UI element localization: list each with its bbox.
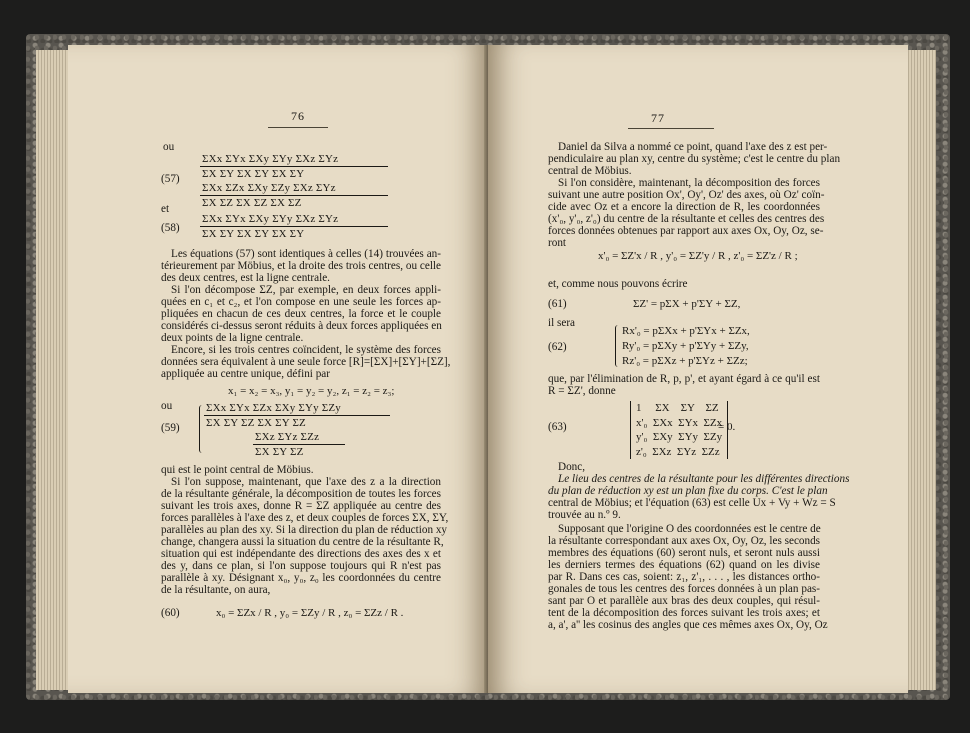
eq59-brace [199,405,204,453]
eq57-label: (57) [161,173,180,185]
eq62-line-1: Rx'₀ = pΣXx + p'ΣYx + ΣZx, [622,325,750,337]
eq59-row2-num: ΣXz ΣYz ΣZz [255,431,320,443]
paragraph-r3: et, comme nous pouvons écrire [548,278,688,290]
eq59-row1-den: ΣX ΣY ΣZ ΣX ΣY ΣZ [206,417,306,429]
page-number-left: 76 [291,109,305,123]
page-edges-left [36,50,70,690]
ou-label: ou [163,141,175,153]
eq62-label: (62) [548,341,567,353]
header-rule-right [628,128,714,129]
eq62-brace [615,325,620,367]
eq57-row1-den: ΣX ΣY ΣX ΣY ΣX ΣY [202,168,305,180]
eq60-formula: x₀ = ΣZx / R , y₀ = ΣZy / R , z₀ = ΣZz / R . [216,607,404,619]
eq61-formula: ΣZ' = pΣX + p'ΣY + ΣZ, [633,298,741,310]
donc-label: Donc, [558,461,586,473]
eq63-rhs: = 0. [718,421,736,433]
eq60-label: (60) [161,607,180,619]
eq57-row2-num: ΣXx ΣZx ΣXy ΣZy ΣXz ΣYz [202,182,336,194]
eq59-row1-num: ΣXx ΣYx ΣZx ΣXy ΣYy ΣZy [206,402,341,414]
eq59-row2-den: ΣX ΣY ΣZ [255,446,304,458]
eq62-line-3: Rz'₀ = pΣXz + p'ΣYz + ΣZz; [622,355,748,367]
et-label: et [161,203,170,215]
paragraph-4: qui est le point central de Möbius. [161,464,314,476]
eq63-determinant: 1 ΣX ΣY ΣZ x'₀ ΣXx ΣYx ΣZx y'₀ ΣXy ΣYy ΣZy z'₀ ΣXz ΣYz ΣZz [630,401,728,459]
il-sera: il sera [548,317,576,329]
prime-coords-equation: x'₀ = ΣZ'x / R , y'₀ = ΣZ'y / R , z'₀ = ΣZ'z / R ; [598,250,798,262]
eq58-num: ΣXx ΣYx ΣXy ΣYy ΣXz ΣYz [202,213,339,225]
eq58-label: (58) [161,222,180,234]
ou-label-2: ou [161,400,173,412]
eq63-label: (63) [548,421,567,433]
eq62-line-2: Ry'₀ = pΣXy + p'ΣYy + ΣZy, [622,340,749,352]
eq59-label: (59) [161,422,180,434]
right-page: 77 Daniel da Silva a nommé ce point, quand l'axe des z est per- pendiculaire au plan xy, centre du système; c'est le centre du plan central de Möbius. Si l'on considère, maintenant, la décomposition des forces suivant une autre position Ox', Oy', Oz' des axes, où Oz' coïn- cide avec Oz et a encore la direction de R, les coordonnées (x'₀, y'₀, z'₀) du centre de la résultante et celles des centres des forces données obtenues par rapport aux axes Ox, Oy, Oz, se- ront x'₀ = ΣZ'x / R , y'₀ = ΣZ'y / R , z'₀ = ΣZ'z / R ; et, comme nous pouvons écrire (61) ΣZ' = pΣX + p'ΣY + ΣZ, il sera (62) Rx'₀ = pΣXx + p'ΣYx + ΣZx, Ry'₀ = pΣXy + p'ΣYy + ΣZy, Rz'₀ = pΣXz + p'ΣYz + ΣZz; que, par l'élimination de R, p, p', et ayant égard à ce qu'il est R = ΣZ', donne (63) 1 ΣX ΣY ΣZ x'₀ ΣXx ΣYx ΣZx y'₀ ΣXy ΣYy ΣZy z'₀ ΣXz ΣYz ΣZz = 0. Donc, Le lieu des centres de la résultante pour les différentes directions du plan de réduction xy est un plan fixe du corps. C'est le plan central de Möbius; et l'équation (63) est celle Ux + Vy + Wz = S trouvée au n.º 9. Supposant que l'origine O des coordonnées est le centre de la résultante correspondant aux axes Ox, Oy, Oz, les seconds membres des équations (60) seront nuls, et seront nuls aussi les derniers termes des équations (62) quand on les divise par R. Dans ces cas, soient: z₁, z'₁, . . . , les distances ortho- gonales de tous les centres des forces données à un plan pas- sant par O et parallèle aux bras des deux couples, qui résul- tent de la décomposition des forces suivant les trois axes; et a, a', a'' les cosinus des angles que ces mêmes axes Ox, Oy, Oz [488,45,908,693]
eq57-row1-num: ΣXx ΣYx ΣXy ΣYy ΣXz ΣYz [202,153,339,165]
coords-equation: x₁ = x₂ = x₃, y₁ = y₂ = y₂, z₁ = z₂ = z₃; [228,385,395,397]
eq58-den: ΣX ΣY ΣX ΣY ΣX ΣY [202,228,305,240]
eq57-row2-den: ΣX ΣZ ΣX ΣZ ΣX ΣZ [202,197,302,209]
left-page: 76 ou (57) ΣXx ΣYx ΣXy ΣYy ΣXz ΣYz ΣX ΣY ΣX ΣY ΣX ΣY ΣXx ΣZx ΣXy ΣZy ΣXz ΣYz ΣX ΣZ ΣX ΣZ ΣX ΣZ et (58) ΣXx ΣYx ΣXy ΣYy ΣXz ΣYz ΣX ΣY ΣX ΣY ΣX ΣY Les équations (57) sont identiques à celles (14) trouvées an- térieurement par Möbius, et la droite des trois centres, ou celle des deux centres, est la ligne centrale. Si l'on décompose ΣZ, par exemple, en deux forces appli- quées en c₁ et c₂, et l'on compose en une seule les forces ap- pliquées en chacun de ces deux centres, la force et le couple considérés ci-dessus seront réduits à deux forces appliquées en deux points de la ligne centrale. Encore, si les trois centres coïncident, le système des forces données sera équivalent à une seule force [R]=[ΣX]+[ΣY]+[ΣZ], appliquée au centre unique, défini par x₁ = x₂ = x₃, y₁ = y₂ = y₂, z₁ = z₂ = z₃; ou (59) ΣXx ΣYx ΣZx ΣXy ΣYy ΣZy ΣX ΣY ΣZ ΣX ΣY ΣZ ΣXz ΣYz ΣZz ΣX ΣY ΣZ qui est le point central de Möbius. Si l'on suppose, maintenant, que l'axe des z a la direction de la résultante générale, la décomposition de toutes les forces suivant les trois axes, donne R = ΣZ appliquée au centre des forces parallèles à l'axe des z, et deux couples de forces ΣX, ΣY, parallèles au plan des xy. Si la direction du plan de réduction xy change, changera aussi la situation du centre de la résultante R, situation qui est indépendante des directions des axes des x et des y, dans ce plan, si l'on suppose toujours qui R n'est pas parallèle à xy. Désignant x₀, y₀, z₀ les coordonnées du centre de la résultante, on aura, (60) x₀ = ΣZx / R , y₀ = ΣZy / R , z₀ = ΣZz / R . [68,45,488,693]
header-rule-left [268,127,328,128]
page-edges-right [906,50,936,690]
page-number-right: 77 [651,111,665,125]
eq61-label: (61) [548,298,567,310]
